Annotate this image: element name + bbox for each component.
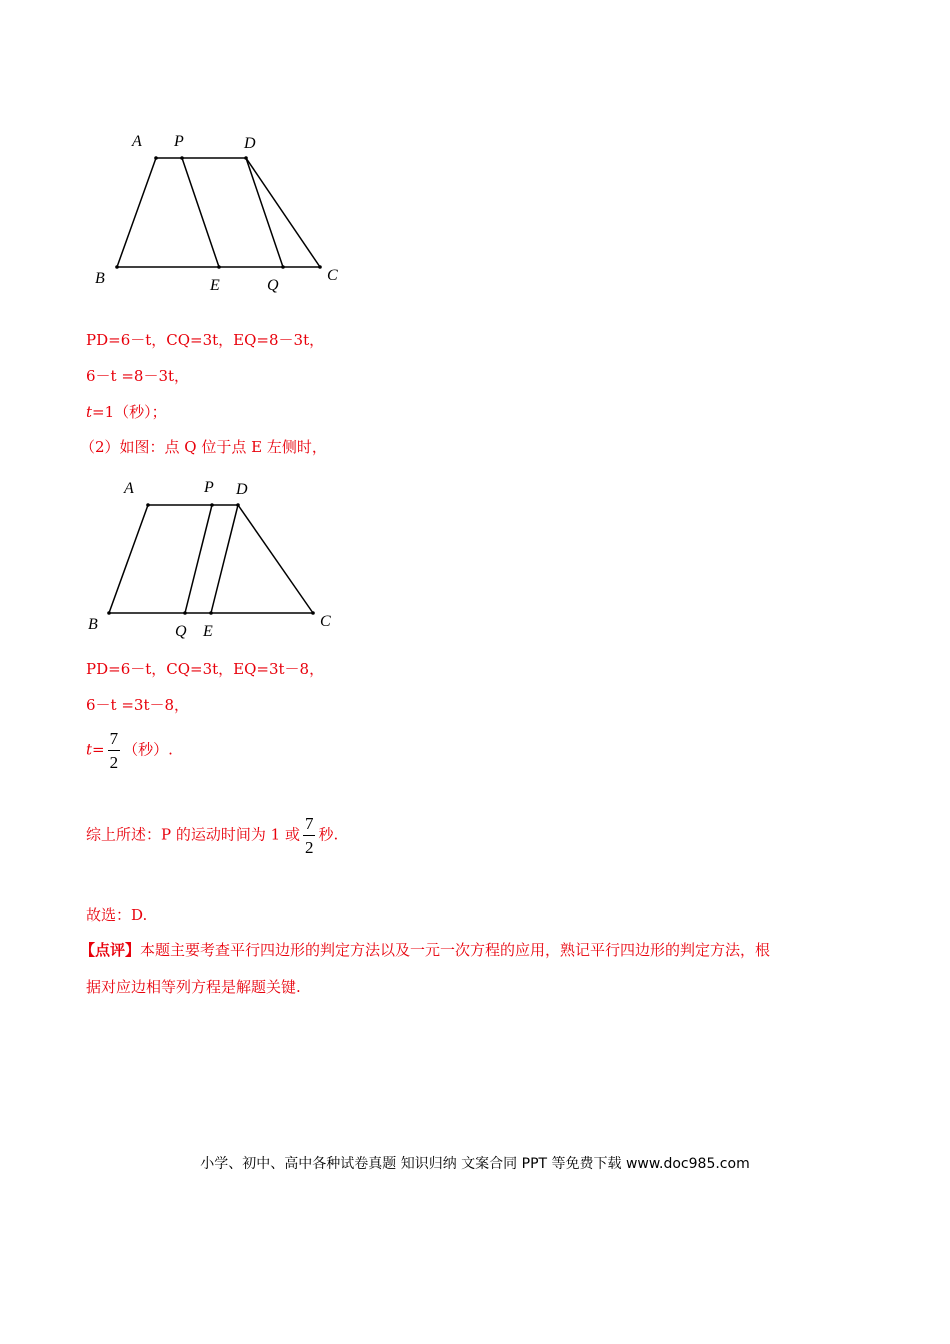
fraction-seven-halves: $\frac{7}{2}$: [109, 729, 119, 772]
comment-tag: 【点评】: [80, 941, 141, 959]
label-E: E: [203, 623, 213, 640]
segment-PQ: [185, 505, 212, 613]
segment-DQ: [246, 158, 283, 267]
label-D: D: [236, 481, 248, 498]
label-D: D: [244, 135, 256, 152]
case1-line2: 6－t =8－3t，: [86, 367, 190, 385]
case1-result: t=1（秒）；: [86, 403, 167, 421]
segment-DC: [246, 158, 320, 267]
label-C: C: [327, 267, 338, 284]
case2-intro: （2）如图：点 Q 位于点 E 左侧时，: [80, 438, 327, 456]
fraction-seven-halves: $\frac{7}{2}$: [304, 814, 314, 857]
summary-line: 综上所述：P 的运动时间为 1 或 $\frac{7}{2}$ 秒.: [86, 814, 339, 857]
figure-2-trapezoid: [80, 472, 350, 642]
label-Q: Q: [267, 277, 279, 294]
label-A: A: [124, 480, 134, 497]
label-E: E: [210, 277, 220, 294]
comment-line-2: 据对应边相等列方程是解题关键.: [86, 978, 301, 996]
segment-DC: [238, 505, 313, 613]
label-P: P: [204, 479, 214, 496]
case2-result: t= $\frac{7}{2}$ （秒）.: [86, 729, 173, 772]
segment-DE: [211, 505, 238, 613]
label-B: B: [95, 270, 105, 287]
label-C: C: [320, 613, 331, 630]
case2-line2: 6－t =3t－8，: [86, 696, 190, 714]
segment-PE: [182, 158, 219, 267]
figure-1-trapezoid: [80, 125, 360, 300]
label-B: B: [88, 616, 98, 633]
case1-line1: PD=6－t，CQ=3t，EQ=8－3t，: [86, 331, 325, 349]
page-footer: 小学、初中、高中各种试卷真题 知识归纳 文案合同 PPT 等免费下载 www.doc985.com: [200, 1156, 750, 1172]
label-P: P: [174, 133, 184, 150]
segment-AB: [117, 158, 156, 267]
label-Q: Q: [175, 623, 187, 640]
comment-line-1: 【点评】本题主要考查平行四边形的判定方法以及一元一次方程的应用，熟记平行四边形的判定方法，根: [80, 941, 771, 959]
case2-line1: PD=6－t，CQ=3t，EQ=3t－8，: [86, 660, 325, 678]
segment-AB: [109, 505, 148, 613]
answer-line: 故选：D.: [86, 906, 148, 924]
label-A: A: [132, 133, 142, 150]
